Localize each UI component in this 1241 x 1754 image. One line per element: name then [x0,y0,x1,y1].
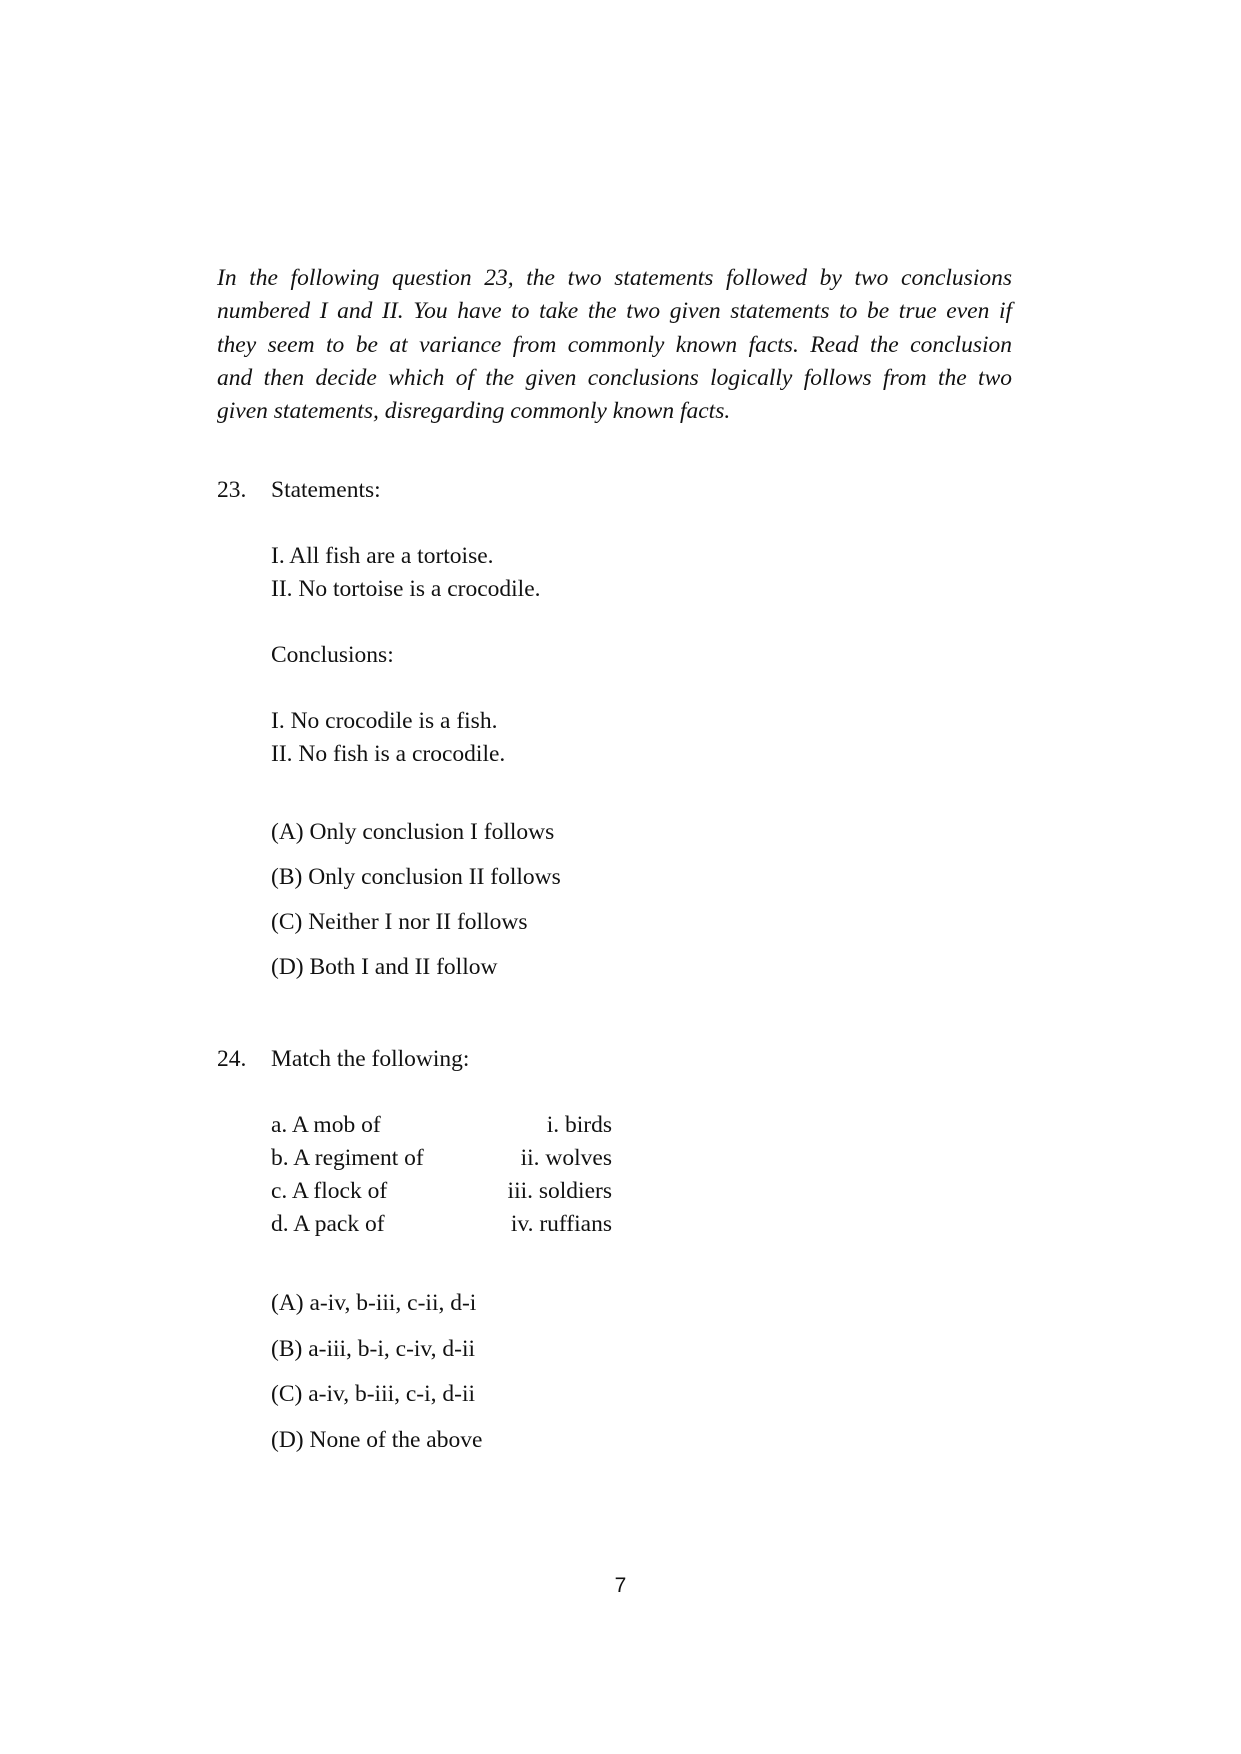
instructions-line: given statements, disregarding commonly known facts. [217,398,731,425]
statement-2: II. No tortoise is a crocodile. [271,576,541,602]
question-24-number: 24. [217,1046,247,1072]
match-right-item: ii. wolves [520,1145,612,1171]
instructions-paragraph [217,262,1012,428]
instructions-line: numbered I and II. You have to take the two given statements to be true even if [217,298,1012,325]
q24-option-d: (D) None of the above [271,1427,483,1453]
instructions-line: In the following question 23, the two statements followed by two conclusions [217,265,1012,291]
match-left-item: c. A flock of [271,1178,388,1204]
question-23-number: 23. [217,477,247,503]
page-number: 7 [614,1574,627,1597]
q24-option-c: (C) a-iv, b-iii, c-i, d-ii [271,1381,476,1407]
instructions-line: and then decide which of the given conclusions logically follows from the two [217,364,1012,391]
q24-option-b: (B) a-iii, b-i, c-iv, d-ii [271,1336,476,1362]
q23-option-c: (C) Neither I nor II follows [271,909,528,935]
match-left-item: a. A mob of [271,1112,381,1138]
conclusions-heading: Conclusions: [271,642,394,668]
match-right-item: i. birds [546,1112,612,1138]
q24-option-a: (A) a-iv, b-iii, c-ii, d-i [271,1290,477,1316]
q23-option-a: (A) Only conclusion I follows [271,819,555,845]
conclusion-2: II. No fish is a crocodile. [271,741,506,767]
instructions-line: they seem to be at variance from commonly known facts. Read the conclusion [217,331,1012,358]
statements-heading: Statements: [271,477,381,503]
match-left-item: d. A pack of [271,1211,385,1237]
match-right-item: iv. ruffians [510,1211,612,1237]
match-prompt: Match the following: [271,1046,470,1072]
q23-option-d: (D) Both I and II follow [271,954,498,980]
statement-1: I. All fish are a tortoise. [271,543,494,569]
match-left-item: b. A regiment of [271,1145,424,1171]
q23-option-b: (B) Only conclusion II follows [271,864,561,890]
match-right-item: iii. soldiers [507,1178,612,1204]
conclusion-1: I. No crocodile is a fish. [271,708,498,734]
